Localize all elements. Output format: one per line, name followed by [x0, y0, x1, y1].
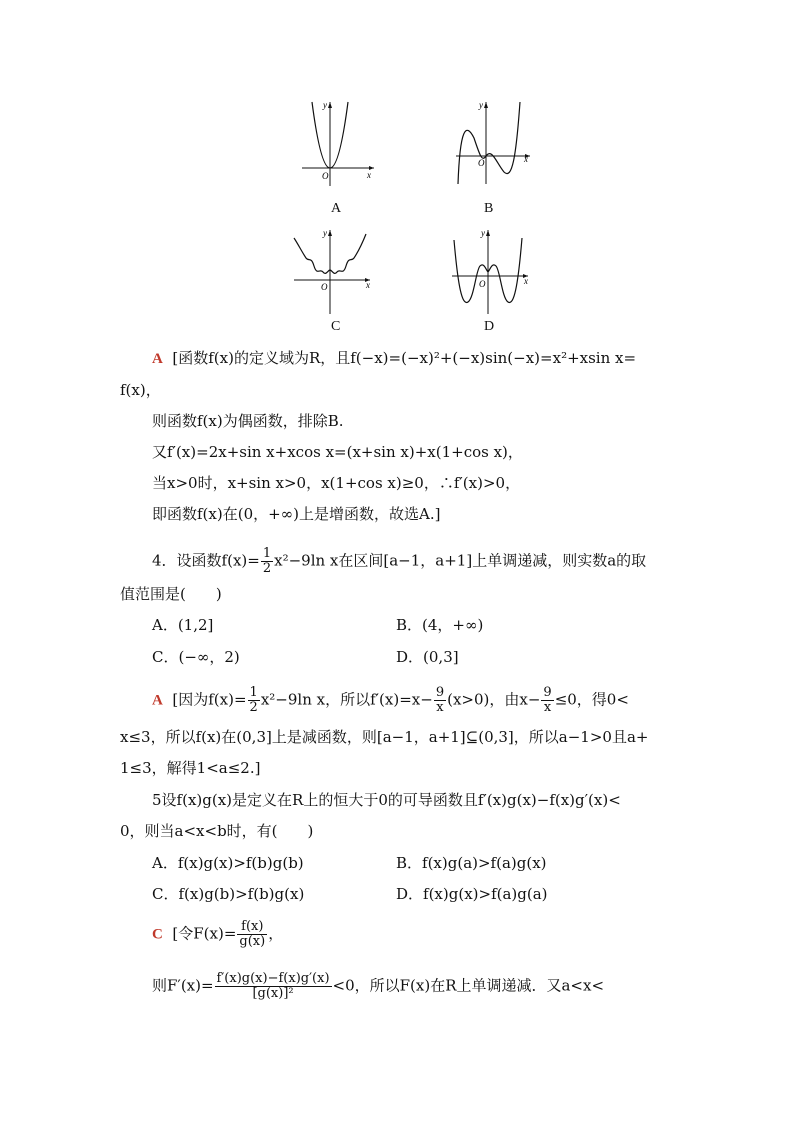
question4-prefix: 4．设函数f(x)=: [152, 551, 260, 570]
solution4-part3: (x>0)，由x−: [447, 690, 541, 709]
graph-d-origin-label: O: [479, 279, 486, 289]
solution3-answer: A: [152, 351, 163, 367]
solution3-text1: [函数f(x)的定义域为R，且f(−x)=(−x)²+(−x)sin(−x)=x²+xsin x=: [172, 349, 637, 367]
solution5-line2-post: <0，所以F(x)在R上单调递减．又a<x<: [332, 976, 605, 995]
solution4-fraction1: [248, 686, 260, 715]
solution5-frac1-den: g(x): [239, 934, 266, 949]
solution3-line6: 即函数f(x)在(0，+∞)上是增函数，故选A.]: [152, 505, 441, 523]
solution3-line1: [152, 348, 636, 369]
solution5-line2-pre: 则F′(x)=: [152, 976, 214, 995]
question4-suffix: x²−9ln x在区间[a−1，a+1]上单调递减，则实数a的取: [274, 551, 647, 570]
graph-a-origin-label: O: [322, 171, 329, 181]
graph-b-caption: B: [484, 201, 494, 216]
solution4-part4: ≤0，得0<: [554, 690, 629, 709]
solution5-line2: [152, 972, 604, 1001]
solution4-line2: x≤3，所以f(x)在(0,3]上是减函数，则[a−1，a+1]⊆(0,3]，所以a−1>0且a+: [120, 728, 649, 746]
graph-b-x-label: x: [524, 154, 528, 164]
solution5-fraction2: [215, 972, 332, 1001]
solution4-answer: A: [152, 692, 163, 709]
solution4-frac2-num: 9: [435, 685, 445, 700]
question4-line2: 值范围是( ): [120, 585, 222, 603]
question4-frac-num: 1: [262, 546, 272, 561]
question4-line1: [152, 547, 646, 576]
solution3-line3: 则函数f(x)为偶函数，排除B.: [152, 412, 344, 430]
question5-option-b: B．f(x)g(a)>f(a)g(x): [396, 854, 547, 872]
question4-frac-den: 2: [262, 561, 272, 576]
question4-option-d: D．(0,3]: [396, 648, 459, 666]
question5-line1: 5设f(x)g(x)是定义在R上的恒大于0的可导函数且f′(x)g(x)−f(x)g′(x)<: [152, 791, 621, 809]
question5-line2: 0，则当a<x<b时，有( ): [120, 822, 314, 840]
solution3-line4: 又f′(x)=2x+sin x+xcos x=(x+sin x)+x(1+cos x)，: [152, 443, 523, 461]
graph-d-caption: D: [484, 319, 495, 334]
solution5-pre: [令F(x)=: [172, 924, 237, 943]
graph-b-origin-label: O: [478, 158, 485, 168]
graph-d-y-label: y: [481, 228, 485, 238]
solution3-line5: 当x>0时，x+sin x>0，x(1+cos x)≥0，∴f′(x)>0，: [152, 474, 521, 492]
solution5-frac2-den: [g(x)]²: [252, 986, 294, 1001]
solution3-line2: f(x)，: [120, 381, 161, 399]
question4-option-a: A．(1,2]: [152, 616, 214, 634]
solution4-fraction2: [434, 686, 446, 715]
graph-a-x-label: x: [367, 170, 371, 180]
graph-b: [452, 98, 536, 188]
solution5-answer: C: [152, 926, 163, 943]
question4-option-b: B．(4，+∞): [396, 616, 484, 634]
solution5-fraction1: [237, 920, 267, 949]
question4-fraction: [261, 547, 273, 576]
solution4-line3: 1≤3，解得1<a≤2.]: [120, 759, 261, 777]
solution5-frac1-num: f(x): [237, 920, 267, 935]
graph-d: [448, 226, 534, 316]
solution4-frac1-num: 1: [249, 685, 258, 700]
solution4-frac3-num: 9: [543, 685, 552, 700]
solution5-post: ，: [268, 924, 284, 943]
question5-option-d: D．f(x)g(x)>f(a)g(a): [396, 885, 548, 903]
solution4-part1: [因为f(x)=: [172, 690, 247, 709]
graph-c-origin-label: O: [321, 282, 328, 292]
graph-d-x-label: x: [524, 276, 528, 286]
solution4-frac1-den: 2: [249, 700, 258, 715]
graph-c: [290, 226, 376, 316]
graph-c-y-label: y: [323, 228, 327, 238]
solution4-fraction3: [541, 686, 553, 715]
graph-c-x-label: x: [366, 280, 370, 290]
solution4-line1: [152, 686, 629, 715]
solution5-line1: [152, 920, 283, 949]
solution4-part2: x²−9ln x，所以f′(x)=x−: [260, 690, 433, 709]
solution4-frac3-den: x: [543, 700, 552, 715]
graph-b-y-label: y: [479, 100, 483, 110]
graph-a: [298, 98, 378, 188]
question4-option-c: C．(−∞，2): [152, 648, 240, 666]
question5-option-c: C．f(x)g(b)>f(b)g(x): [152, 885, 305, 903]
solution4-frac2-den: x: [436, 700, 444, 715]
graph-c-caption: C: [331, 319, 341, 334]
graph-a-y-label: y: [323, 100, 327, 110]
graph-a-caption: A: [331, 201, 342, 216]
solution5-frac2-num: f′(x)g(x)−f(x)g′(x): [216, 971, 330, 986]
question5-option-a: A．f(x)g(x)>f(b)g(b): [152, 854, 304, 872]
